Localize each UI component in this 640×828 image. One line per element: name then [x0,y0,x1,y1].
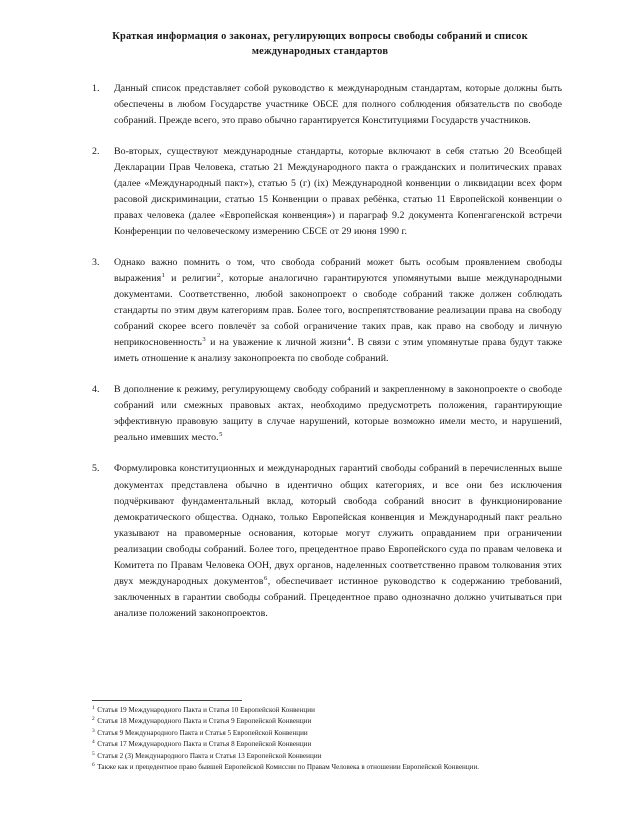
paragraph-2 [0,144,640,240]
footnote-reference: 5 [219,431,223,439]
numbered-paragraph-list [0,81,640,622]
paragraph-3 [0,255,640,367]
footnote-text: Также как и прецедентное право бывшей Европейской Комиссии по Правам Человека в отношении Европейской Конвенции. [97,763,480,772]
paragraph-text: Формулировка конституционных и международных гарантий свободы собраний в перечисленных выше документах представлена обычно в идентично общих категориях, и все они без исключения подчёркивают фундаментальный вклад, который свобода собраний вносит в функционирование демократического общества. Однако, только Европейская конвенция и Международный пакт реально указывают на правомерные основания, которые могут служить оправданием при ограничении реализации свободы собраний. Более того, прецедентное право Европейского суда по правам человека и Комитета по Правам Человека ООН, двух органов, наделенных соответственно правом толкования этих двух международных документов$^6$, обеспечивает истинное руководство к содержанию требований, заключенных в гарантии свободы собраний. Прецедентное право однозначно должно учитываться при анализе положений законопроектов. [114,463,562,619]
footnote-marker: 3 [92,727,95,734]
footnote-reference: 1 [161,271,166,279]
footnote-marker: 2 [92,716,95,723]
paragraph-5 [0,461,640,621]
paragraph-number: 4. [92,384,100,396]
footnote-list [92,705,562,774]
footnote-item [92,728,562,739]
footnote-text: Статья 17 Международного Пакта и Статья 8 Европейской Конвенции [97,740,312,749]
footnote-text: Статья 18 Международного Пакта и Статья 9 Европейской Конвенции [97,717,312,726]
footnote-marker: 6 [92,762,95,769]
paragraph-number: 3. [92,256,100,268]
paragraph-text: Однако важно помнить о том, что свобода собраний может быть особым проявлением свободы выражения$^1$ и религии$^2$, которые аналогично гарантируются упомянутыми выше международными документами. Соответственно, любой законопроект о свободе собраний также должен соблюдать стандарты по этим двум категориям прав. Более того, воспрепятствование реализации права на свободу собраний скорее всего повлечёт за собой ограничение таких прав, как право на свободу и личную неприкосновенность$^3$ и на уважение к личной жизни$^4$. В связи с этим упомянутые права будут также иметь отношение к анализу законопроекта по свободе собраний. [114,256,563,365]
paragraph-1 [0,81,640,129]
footnote-text: Статья 19 Международного Пакта и Статья 10 Европейской Конвенции [97,706,315,714]
footnote-reference: 3 [202,335,206,343]
footnote-reference: 2 [217,271,221,279]
page-title: Краткая информация о законах, регулирующих вопросы свободы собраний и список международных стандартов [112,31,528,57]
paragraph-4 [0,382,640,446]
footnote-reference: 6 [263,574,268,582]
paragraph-text: Во-вторых, существуют международные стандарты, которые включают в себя статью 20 Всеобщей Декларации Прав Человека, статью 21 Международного пакта о гражданских и политических правах (далее «Международный пакт»), статью 5 (г) (ix) Международной конвенции о ликвидации всех форм расовой дискриминации, статью 15 Конвенции о правах ребёнка, статью 11 Европейской конвенции о правах человека (далее «Европейская конвенция») и параграф 9.2 документа Копенгагенской встречи Конференции по человеческому измерению СБСЕ от 29 июня 1990 г. [114,145,562,237]
paragraph-number: 1. [92,82,100,94]
footnote-item [92,762,562,773]
paragraph-number: 5. [92,463,100,475]
footnote-marker: 5 [92,750,95,757]
footnote-item [92,751,562,762]
footnote-marker: 1 [92,704,95,711]
footnote-marker: 4 [92,739,95,746]
footnote-text: Статья 9 Международного Пакта и Статья 5 Европейской Конвенции [97,728,308,737]
footnote-item [92,716,562,727]
footnote-reference: 4 [347,335,351,343]
footnote-item [92,739,562,750]
paragraph-text: В дополнение к режиму, регулирующему свободу собраний и закрепленному в законопроекте о свободе собраний или смежных правовых актах, необходимо предусмотреть положения, гарантирующие эффективную правовую защиту в случае нарушений, которые возможно имели место, и нарушений, реально имевших место.$^5$ [114,384,562,444]
paragraph-number: 2. [92,145,100,157]
paragraph-text: Данный список представляет собой руководство к международным стандартам, которые должны быть обеспечены в любом Государстве участнике ОБСЕ для полного соблюдения обязательств по свободе собраний. Прежде всего, это право обычно гарантируется Конституциями Государств участников. [114,82,562,126]
footnote-separator-rule [92,700,242,701]
footnote-section [0,700,640,774]
footnote-item [92,705,562,716]
footnote-text: Статья 2 (3) Международного Пакта и Статья 13 Европейской Конвенции [97,751,322,760]
